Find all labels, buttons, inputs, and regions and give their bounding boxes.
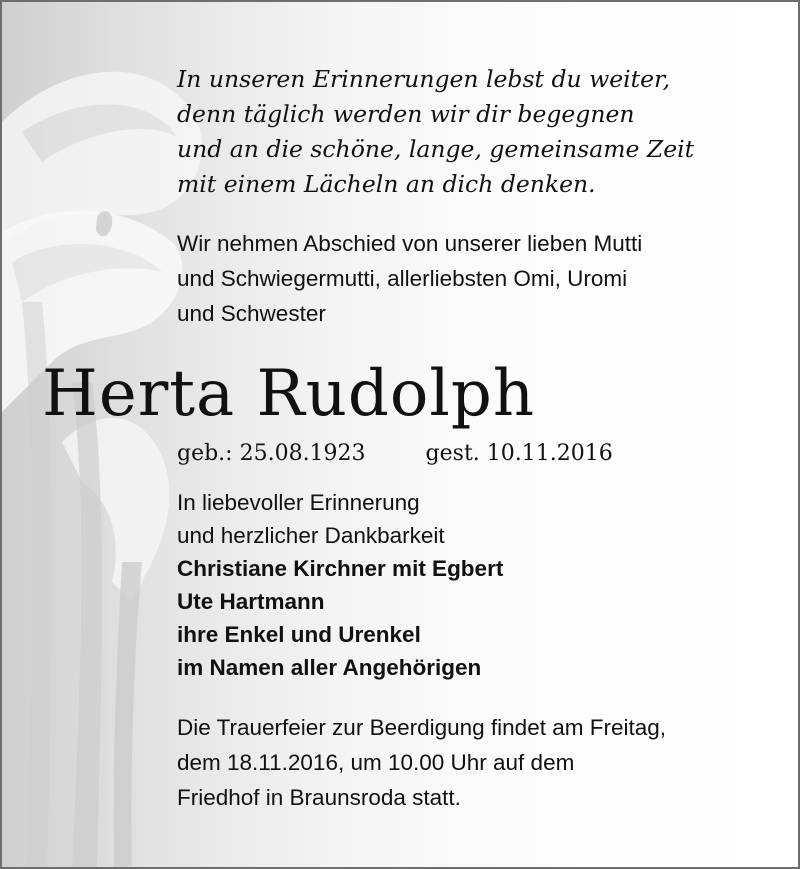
- poem-line-3: und an die schöne, lange, gemeinsame Zeit: [177, 135, 695, 163]
- service-line-2: dem 18.11.2016, um 10.00 Uhr auf dem: [177, 750, 575, 775]
- mourner-name-4: im Namen aller Angehörigen: [177, 655, 482, 680]
- mourner-name-1: Christiane Kirchner mit Egbert: [177, 556, 504, 581]
- mourner-name-3: ihre Enkel und Urenkel: [177, 622, 421, 647]
- mourners: [177, 486, 503, 684]
- life-dates: [177, 439, 613, 469]
- funeral-service-info: [177, 710, 666, 815]
- mourner-name-2: Ute Hartmann: [177, 589, 325, 614]
- poem-line-2: denn täglich werden wir dir begegnen: [177, 100, 635, 128]
- intro-line-1: Wir nehmen Abschied von unserer lieben Mutti: [177, 231, 643, 256]
- mourners-intro-line-2: und herzlicher Dankbarkeit: [177, 523, 445, 548]
- poem-line-4: mit einem Lächeln an dich denken.: [177, 170, 596, 198]
- birth-date: geb.: 25.08.1923: [177, 441, 366, 466]
- poem-line-1: In unseren Erinnerungen lebst du weiter,: [177, 65, 671, 93]
- intro-line-2: und Schwiegermutti, allerliebsten Omi, Uromi: [177, 266, 628, 291]
- deceased-name: Herta Rudolph: [42, 357, 536, 431]
- service-line-1: Die Trauerfeier zur Beerdigung findet am Freitag,: [177, 715, 666, 740]
- mourners-intro-line-1: In liebevoller Erinnerung: [177, 490, 420, 515]
- death-date: gest. 10.11.2016: [425, 441, 613, 466]
- farewell-intro: [177, 226, 642, 331]
- intro-line-3: und Schwester: [177, 301, 326, 326]
- service-line-3: Friedhof in Braunsroda statt.: [177, 785, 461, 810]
- poem: [177, 62, 694, 202]
